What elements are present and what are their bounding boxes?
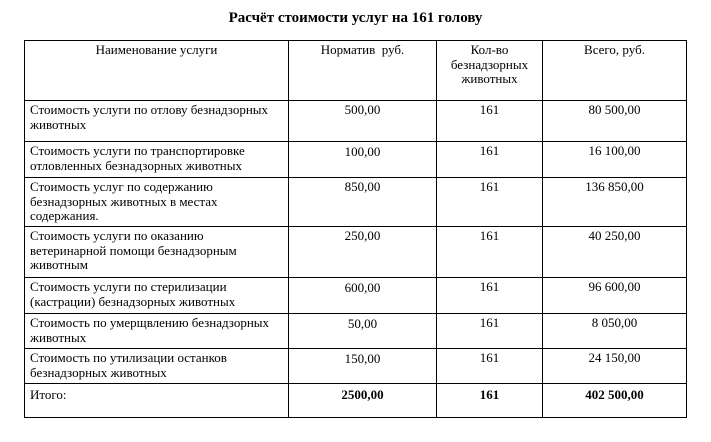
table-row <box>25 314 687 349</box>
header-animal-count: Кол-во безнадзорных животных <box>437 41 543 101</box>
table-row <box>25 101 687 142</box>
cost-table <box>24 40 687 418</box>
total-cell: 136 850,00 <box>543 178 687 227</box>
service-name-cell: Стоимость услуги по транспортировке отловленных безнадзорных животных <box>25 142 289 178</box>
norm-cell: 500,00 <box>289 101 437 142</box>
total-cell: 80 500,00 <box>543 101 687 142</box>
quantity-cell: 161 <box>437 278 543 314</box>
norm-cell: 250,00 <box>289 227 437 278</box>
table-row <box>25 278 687 314</box>
norm-cell: 850,00 <box>289 178 437 227</box>
quantity-cell: 161 <box>437 314 543 349</box>
header-service-name: Наименование услуги <box>25 41 289 101</box>
header-norm: Норматив руб. <box>289 41 437 101</box>
total-cell: 8 050,00 <box>543 314 687 349</box>
total-cell: 40 250,00 <box>543 227 687 278</box>
total-cell: 24 150,00 <box>543 349 687 384</box>
grand-total-cell: 402 500,00 <box>543 384 687 418</box>
quantity-cell: 161 <box>437 142 543 178</box>
total-norm-cell: 2500,00 <box>289 384 437 418</box>
quantity-cell: 161 <box>437 178 543 227</box>
table-row <box>25 178 687 227</box>
norm-cell: 100,00 <box>289 142 437 178</box>
total-label-cell: Итого: <box>25 384 289 418</box>
total-quantity-cell: 161 <box>437 384 543 418</box>
header-total: Всего, руб. <box>543 41 687 101</box>
table-row <box>25 142 687 178</box>
document-title: Расчёт стоимости услуг на 161 голову <box>228 10 483 26</box>
total-row <box>25 384 687 418</box>
quantity-cell: 161 <box>437 349 543 384</box>
norm-cell: 600,00 <box>289 278 437 314</box>
quantity-cell: 161 <box>437 101 543 142</box>
service-name-cell: Стоимость услуг по содержанию безнадзорных животных в местах содержания. <box>25 178 289 227</box>
service-name-cell: Стоимость по утилизации останков безнадзорных животных <box>25 349 289 384</box>
service-name-cell: Стоимость услуги по оказанию ветеринарной помощи безнадзорным животным <box>25 227 289 278</box>
table-row <box>25 349 687 384</box>
service-name-cell: Стоимость по умерщвлению безнадзорных животных <box>25 314 289 349</box>
quantity-cell: 161 <box>437 227 543 278</box>
total-cell: 16 100,00 <box>543 142 687 178</box>
norm-cell: 50,00 <box>289 314 437 349</box>
table-row <box>25 227 687 278</box>
service-name-cell: Стоимость услуги по отлову безнадзорных животных <box>25 101 289 142</box>
norm-cell: 150,00 <box>289 349 437 384</box>
table-header-row <box>25 41 687 101</box>
total-cell: 96 600,00 <box>543 278 687 314</box>
service-name-cell: Стоимость услуги по стерилизации (кастрации) безнадзорных животных <box>25 278 289 314</box>
